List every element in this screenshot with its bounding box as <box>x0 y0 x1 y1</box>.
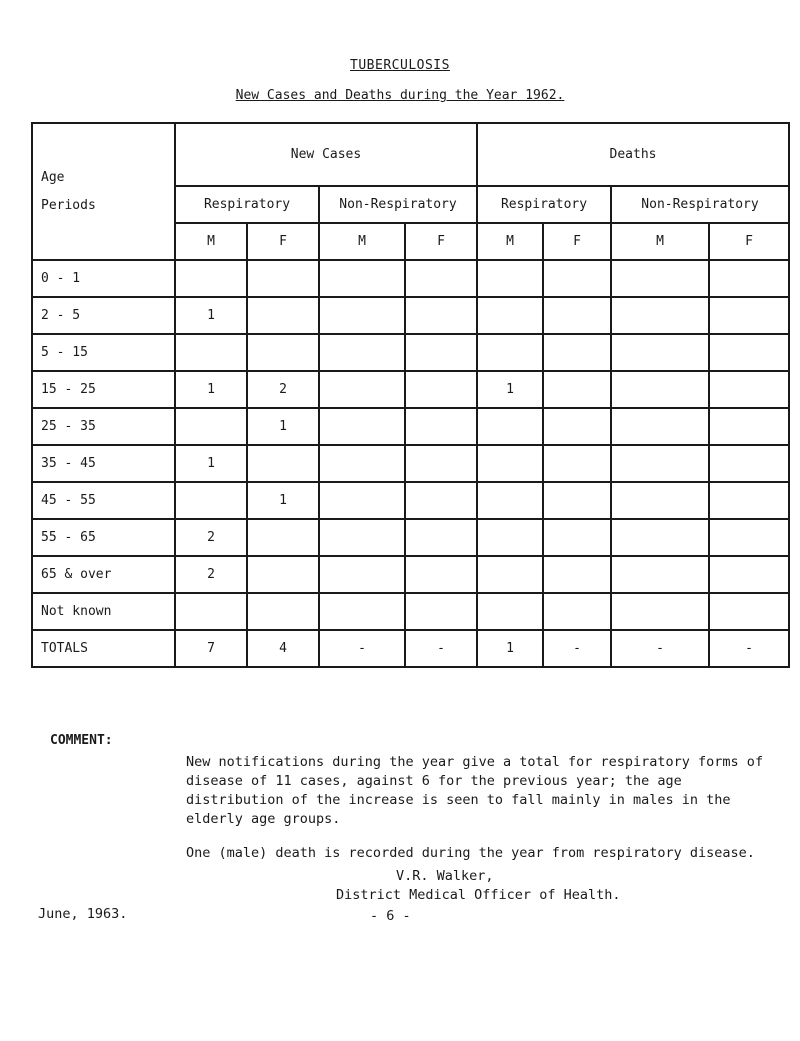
table-cell: 2 <box>247 371 319 408</box>
table-row <box>32 556 789 593</box>
comment-paragraph-1: New notifications during the year give a total for respiratory forms of disease of 11 cases, against 6 for the previous year; the age distribution of the increase is seen to fall mainly in males in the elderly age groups. <box>186 754 764 827</box>
table-cell <box>405 593 477 630</box>
table-cell <box>175 593 247 630</box>
table-cell <box>611 408 709 445</box>
table-cell <box>709 297 789 334</box>
table-cell <box>611 556 709 593</box>
table-cell <box>477 445 543 482</box>
table-cell <box>319 371 405 408</box>
age-period-label: 45 - 55 <box>32 482 175 519</box>
table-cell <box>175 482 247 519</box>
table-cell: 2 <box>175 519 247 556</box>
table-cell: 1 <box>477 371 543 408</box>
table-cell <box>611 371 709 408</box>
table-cell <box>405 297 477 334</box>
new-cases-non-respiratory-header: Non-Respiratory <box>319 186 477 223</box>
table-cell <box>477 556 543 593</box>
table-cell <box>611 593 709 630</box>
table-row <box>32 408 789 445</box>
table-cell: 1 <box>477 630 543 667</box>
age-period-label: 55 - 65 <box>32 519 175 556</box>
age-header-line1: Age <box>41 169 65 185</box>
comment-label: COMMENT: <box>50 733 113 748</box>
new-cases-respiratory-header: Respiratory <box>175 186 319 223</box>
table-cell <box>543 371 611 408</box>
table-cell: 1 <box>247 482 319 519</box>
table-cell <box>611 334 709 371</box>
age-period-label: 15 - 25 <box>32 371 175 408</box>
table-cell <box>405 556 477 593</box>
comment-paragraph-2: One (male) death is recorded during the year from respiratory disease. <box>186 845 755 861</box>
table-cell <box>405 408 477 445</box>
table-cell <box>543 445 611 482</box>
comment-text <box>186 753 786 878</box>
table-cell <box>319 519 405 556</box>
sex-header-f: F <box>709 223 789 260</box>
table-row <box>32 297 789 334</box>
table-cell <box>709 334 789 371</box>
table-cell <box>319 593 405 630</box>
table-cell <box>543 556 611 593</box>
age-period-label: 35 - 45 <box>32 445 175 482</box>
table-cell <box>319 334 405 371</box>
page-number: - 6 - <box>370 908 411 924</box>
table-cell <box>405 519 477 556</box>
table-cell <box>477 408 543 445</box>
table-body <box>32 260 789 667</box>
tuberculosis-table <box>31 122 790 668</box>
age-period-label: 2 - 5 <box>32 297 175 334</box>
age-header-line2: Periods <box>41 197 96 213</box>
table-cell: 4 <box>247 630 319 667</box>
table-row <box>32 334 789 371</box>
table-cell <box>611 297 709 334</box>
deaths-header: Deaths <box>477 123 789 186</box>
age-period-label: 25 - 35 <box>32 408 175 445</box>
table-cell <box>175 334 247 371</box>
table-cell: 1 <box>175 297 247 334</box>
table-cell: - <box>611 630 709 667</box>
signature-title: District Medical Officer of Health. <box>336 887 621 903</box>
table-row <box>32 630 789 667</box>
table-cell <box>477 297 543 334</box>
table-cell <box>477 260 543 297</box>
table-row <box>32 371 789 408</box>
table-cell: - <box>405 630 477 667</box>
table-cell <box>405 482 477 519</box>
sex-header-m: M <box>477 223 543 260</box>
table-cell <box>247 260 319 297</box>
table-row <box>32 260 789 297</box>
document-date: June, 1963. <box>38 906 128 922</box>
table-cell <box>709 260 789 297</box>
age-period-label: 0 - 1 <box>32 260 175 297</box>
table-cell <box>247 297 319 334</box>
table-cell <box>543 519 611 556</box>
table-cell <box>543 297 611 334</box>
table-cell <box>247 519 319 556</box>
table-cell <box>477 482 543 519</box>
table-cell <box>709 371 789 408</box>
table-cell <box>543 408 611 445</box>
table-cell <box>319 482 405 519</box>
table-cell <box>477 519 543 556</box>
table-cell <box>477 593 543 630</box>
table-cell <box>319 297 405 334</box>
table-cell <box>319 445 405 482</box>
table-row <box>32 593 789 630</box>
deaths-respiratory-header: Respiratory <box>477 186 611 223</box>
table-cell <box>247 334 319 371</box>
table-cell <box>477 334 543 371</box>
table-cell: - <box>319 630 405 667</box>
table-cell <box>175 260 247 297</box>
sex-header-m: M <box>319 223 405 260</box>
page-subtitle: New Cases and Deaths during the Year 1962. <box>235 88 565 103</box>
table-cell <box>319 408 405 445</box>
table-cell <box>175 408 247 445</box>
table-cell <box>247 445 319 482</box>
sex-header-m: M <box>611 223 709 260</box>
sex-header-f: F <box>543 223 611 260</box>
table-cell <box>543 593 611 630</box>
page-title: TUBERCULOSIS <box>350 58 450 73</box>
table-cell <box>543 260 611 297</box>
table-cell <box>247 593 319 630</box>
table-cell: 7 <box>175 630 247 667</box>
table-cell <box>611 482 709 519</box>
table-cell: 1 <box>247 408 319 445</box>
table-cell <box>543 482 611 519</box>
signature-name: V.R. Walker, <box>396 868 494 884</box>
age-period-label: Not known <box>32 593 175 630</box>
new-cases-header: New Cases <box>175 123 477 186</box>
table-cell <box>543 334 611 371</box>
table-cell <box>611 445 709 482</box>
age-period-label: TOTALS <box>32 630 175 667</box>
table-cell: - <box>543 630 611 667</box>
table-cell <box>405 334 477 371</box>
deaths-non-respiratory-header: Non-Respiratory <box>611 186 789 223</box>
table-cell <box>247 556 319 593</box>
age-period-label: 65 & over <box>32 556 175 593</box>
age-periods-header <box>32 123 175 260</box>
age-period-label: 5 - 15 <box>32 334 175 371</box>
sex-header-m: M <box>175 223 247 260</box>
table-cell <box>709 556 789 593</box>
table-cell <box>709 593 789 630</box>
table-cell <box>611 260 709 297</box>
table-cell: 2 <box>175 556 247 593</box>
table-cell <box>405 260 477 297</box>
sex-header-f: F <box>247 223 319 260</box>
table-cell <box>709 519 789 556</box>
table-cell <box>611 519 709 556</box>
table-cell: - <box>709 630 789 667</box>
table-cell <box>319 260 405 297</box>
table-cell <box>709 445 789 482</box>
sex-header-f: F <box>405 223 477 260</box>
table-row <box>32 482 789 519</box>
table-row <box>32 445 789 482</box>
table-cell <box>709 408 789 445</box>
table-cell: 1 <box>175 371 247 408</box>
table-cell <box>709 482 789 519</box>
table-cell <box>405 445 477 482</box>
table-row <box>32 519 789 556</box>
signature <box>336 867 620 905</box>
table-cell <box>405 371 477 408</box>
table-cell <box>319 556 405 593</box>
table-cell: 1 <box>175 445 247 482</box>
